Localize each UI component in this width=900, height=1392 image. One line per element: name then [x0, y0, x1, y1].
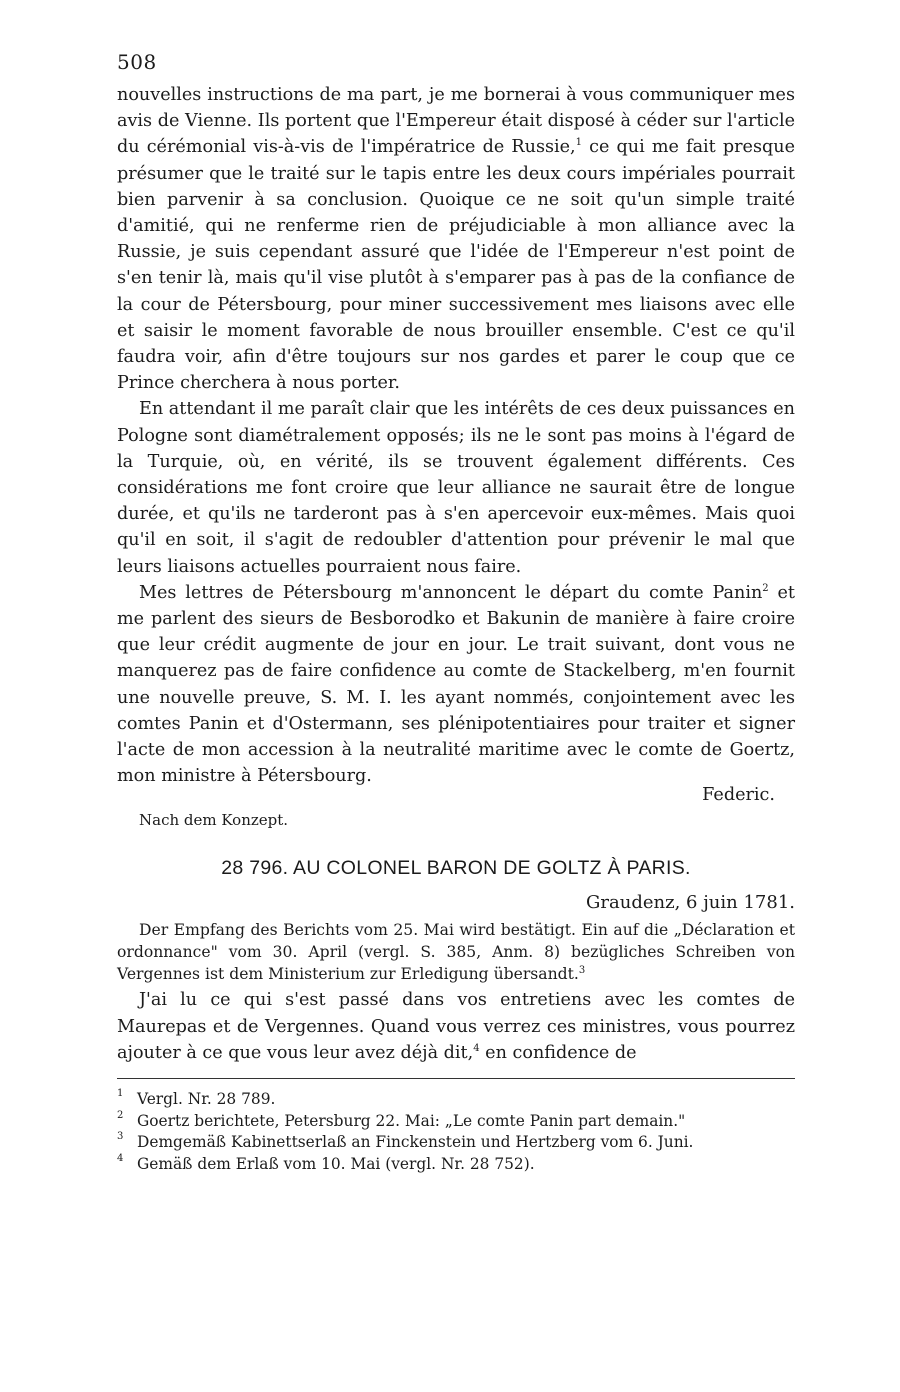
- footnote-number: 3: [117, 1131, 124, 1143]
- footnote-divider: [117, 1078, 795, 1079]
- footnote-text: Demgemäß Kabinettserlaß an Finckenstein und Hertzberg vom 6. Juni.: [137, 1133, 694, 1152]
- document-heading: 28 796. AU COLONEL BARON DE GOLTZ À PARIS.: [221, 857, 691, 880]
- paragraph-text: et me parlent des sieurs de Besborodko et Bakunin de manière à faire croire que leur crédit augmente de jour en jour. Le trait suivant, dont vous ne manquerez pas de faire confidence au comte de Stackelberg, m'en fournit une nouvelle preuve, S. M. I. les ayant nommés, conjointement avec les comtes Panin et d'Ostermann, ses plénipotentiaires pour traiter et signer l'acte de mon accession à la neutralité maritime avec le comte de Goertz, mon ministre à Pétersbourg.: [117, 582, 795, 787]
- letter-body: [117, 82, 795, 789]
- summary: [117, 919, 795, 985]
- footnote: [117, 1154, 795, 1176]
- paragraph-text: Mes lettres de Pétersbourg m'annoncent le départ du comte Panin: [139, 582, 763, 603]
- paragraph-text: ce qui me fait presque présumer que le traité sur le tapis entre les deux cours impériales pourrait bien parvenir à sa conclusion. Quoique ce ne soit qu'un simple traité d'amitié, qui ne renferme rien de préjudiciable à mon alliance avec la Russie, je suis cependant assuré que l'idée de l'Empereur n'est point de s'en tenir là, mais qu'il vise plutôt à s'emparer pas à pas de la confiance de la cour de Pétersbourg, pour miner successivement mes liaisons avec elle et saisir le moment favorable de nous brouiller ensemble. C'est ce qu'il faudra voir, afin d'être toujours sur nos gardes et parer le coup que ce Prince cherchera à nous porter.: [117, 137, 795, 394]
- paragraph: [117, 580, 795, 790]
- paragraph-text: J'ai lu ce qui s'est passé dans vos entretiens avec les comtes de Maurepas et de Vergennes. Quand vous verrez ces ministres, vous pourrez ajouter à ce que vous leur avez déjà dit,: [117, 990, 795, 1063]
- footnote: [117, 1132, 795, 1154]
- paragraph-text: en confidence de: [479, 1042, 637, 1063]
- footnote-number: 4: [117, 1152, 124, 1164]
- page: [117, 50, 795, 1175]
- signature: Federic.: [702, 785, 775, 806]
- footnote-number: 2: [117, 1109, 124, 1121]
- place-date: Graudenz, 6 juin 1781.: [586, 892, 795, 914]
- page-number: 508: [117, 50, 157, 74]
- paragraph-text: nouvelles instructions de ma part, je me bornerai à vous communiquer mes avis de Vienne. Ils portent que l'Empereur était disposé à céder sur l'article du cérémonial vis-à-vis de l'impératrice de Russie,: [117, 85, 795, 158]
- footnote: [117, 1089, 795, 1111]
- footnote-text: Vergl. Nr. 28 789.: [137, 1090, 276, 1109]
- footnote-text: Goertz berichtete, Petersburg 22. Mai: „Le comte Panin part demain.": [137, 1111, 686, 1130]
- footnote-text: Gemäß dem Erlaß vom 10. Mai (vergl. Nr. 28 752).: [137, 1154, 535, 1173]
- paragraph: [117, 987, 795, 1066]
- footnote-number: 1: [117, 1088, 124, 1100]
- footnotes: [117, 1089, 795, 1175]
- source-note: Nach dem Konzept.: [139, 811, 289, 830]
- footnote: [117, 1111, 795, 1133]
- paragraph: En attendant il me paraît clair que les intérêts de ces deux puissances en Pologne sont diamétralement opposés; ils ne le sont pas moins à l'égard de la Turquie, où, en vérité, ils se trouvent également différents. Ces considérations me font croire que leur alliance ne saurait être de longue durée, et qu'ils ne tarderont pas à s'en apercevoir eux-mêmes. Mais quoi qu'il en soit, il s'agit de redoubler d'attention pour prévenir le mal que leurs liaisons actuelles pourraient nous faire.: [117, 399, 795, 577]
- footnote-ref: 3: [578, 965, 586, 977]
- footnote-ref: 2: [762, 583, 769, 594]
- paragraph: [117, 82, 795, 396]
- letter-body-2: [117, 987, 795, 1066]
- summary-text: Der Empfang des Berichts vom 25. Mai wird bestätigt. Ein auf die „Déclaration et ordonnance" vom 30. April (vergl. S. 385, Anm. 8) bezügliches Schreiben von Vergennes ist dem Ministerium zur Erledigung übersandt.: [117, 921, 795, 984]
- footnote-ref: 4: [473, 1043, 480, 1055]
- footnote-ref: 1: [575, 137, 583, 149]
